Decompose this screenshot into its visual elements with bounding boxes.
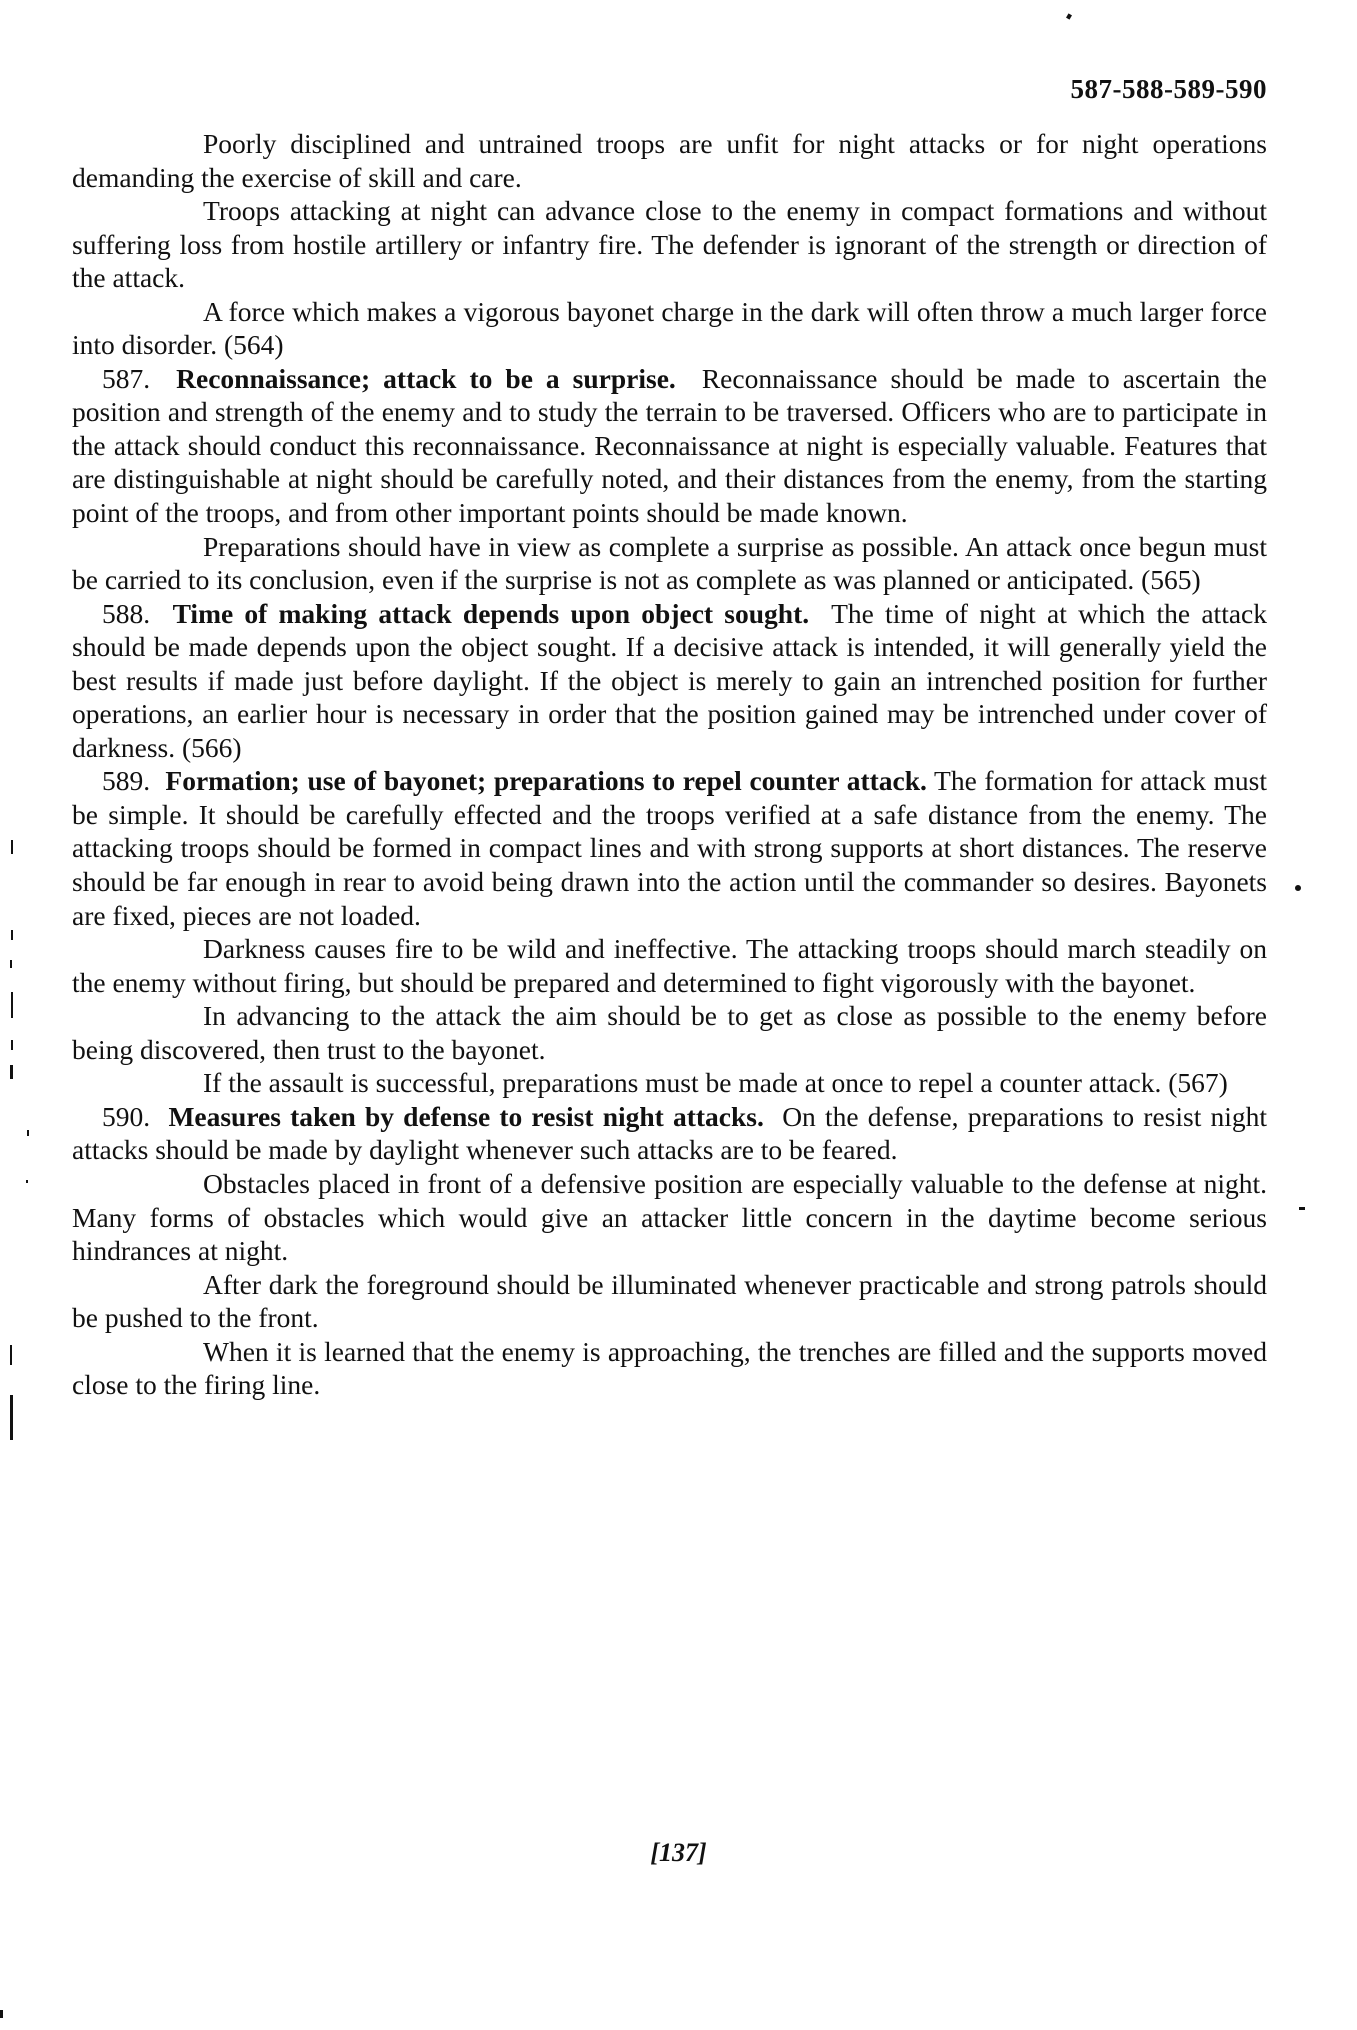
running-header-section-range: 587-588-589-590 bbox=[1070, 74, 1267, 104]
section-heading: Time of making attack depends upon object sought. bbox=[172, 597, 810, 629]
section-587-paragraph-2: Preparations should have in view as complete a surprise as possible. An attack once begun must be carried to its conclusion, even if the surprise is not as complete as was planned or anticipated. (565) bbox=[72, 530, 1267, 596]
scan-speck bbox=[0, 2010, 3, 2018]
scan-speck bbox=[11, 840, 13, 854]
scan-speck bbox=[26, 1180, 28, 1183]
paragraph-troops-attacking-at-night: Troops attacking at night can advance close to the enemy in compact formations and without suffering loss from hostile artillery or infantry fire. The defender is ignorant of the strength or direction of the attack. bbox=[72, 195, 1267, 294]
section-text: Reconnaissance should be made to ascertain the position and strength of the enemy and to study the terrain to be traversed. Officers who are to participate in the attack should conduct this reconnaissance. Reconnaissance at night is especially valuable. Features that are distinguishable at night should be carefully noted, and their distances from the enemy, from the starting point of the troops, and from other important points should be made known. bbox=[72, 362, 1268, 529]
scan-speck bbox=[11, 1040, 13, 1050]
section-589-paragraph-4: If the assault is successful, preparations must be made at once to repel a counter attack. (567) bbox=[203, 1067, 1228, 1099]
section-589 bbox=[72, 764, 1267, 932]
scan-speck bbox=[27, 1130, 29, 1136]
scan-speck bbox=[1066, 13, 1072, 19]
section-text: The time of night at which the attack should be made depends upon the object sought. If a decisive attack is intended, it will generally yield the best results if made just before daylight. If the object is merely to gain an intrenched position for further operations, an earlier hour is necessary in order that the position gained may be intrenched under cover of darkness. (566) bbox=[72, 597, 1267, 763]
scan-speck bbox=[10, 1395, 13, 1440]
section-590-paragraph-4: When it is learned that the enemy is approaching, the trenches are filled and the supports moved close to the firing line. bbox=[72, 1335, 1267, 1401]
scan-speck bbox=[10, 960, 12, 968]
section-588 bbox=[72, 597, 1267, 765]
scan-speck bbox=[11, 930, 13, 940]
scan-speck bbox=[11, 992, 13, 1018]
section-590-paragraph-3: After dark the foreground should be illuminated whenever practicable and strong patrols should be pushed to the front. bbox=[72, 1268, 1267, 1334]
section-number: 590. bbox=[102, 1100, 151, 1132]
section-heading: Reconnaissance; attack to be a surprise. bbox=[176, 362, 676, 394]
paragraph-untrained-troops: Poorly disciplined and untrained troops are unfit for night attacks or for night operations demanding the exercise of skill and care. bbox=[72, 128, 1267, 193]
scan-speck bbox=[10, 1345, 12, 1365]
page-body bbox=[72, 127, 1267, 1402]
section-590 bbox=[72, 1100, 1267, 1167]
section-text: On the defense, preparations to resist night attacks should be made by daylight whenever such attacks are to be feared. bbox=[72, 1100, 1268, 1166]
scan-speck bbox=[10, 1065, 13, 1079]
paragraph-bayonet-charge: A force which makes a vigorous bayonet charge in the dark will often throw a much larger force into disorder. (564) bbox=[72, 295, 1267, 361]
section-heading: Formation; use of bayonet; preparations to repel counter attack. bbox=[165, 765, 927, 797]
section-heading: Measures taken by defense to resist night attacks. bbox=[168, 1100, 764, 1132]
section-590-paragraph-2: Obstacles placed in front of a defensive position are especially valuable to the defense at night. Many forms of obstacles which would give an attacker little concern in the daytime become serious hindrances at night. bbox=[72, 1167, 1267, 1267]
section-589-paragraph-2: Darkness causes fire to be wild and ineffective. The attacking troops should march steadily on the enemy without firing, but should be prepared and determined to fight vigorously with the bayonet. bbox=[72, 933, 1267, 998]
section-589-paragraph-3: In advancing to the attack the aim should be to get as close as possible to the enemy before being discovered, then trust to the bayonet. bbox=[72, 1000, 1267, 1065]
scan-speck bbox=[1295, 885, 1301, 891]
section-number: 589. bbox=[102, 765, 151, 797]
section-number: 587. bbox=[102, 362, 151, 394]
section-number: 588. bbox=[102, 597, 151, 629]
section-587 bbox=[72, 362, 1267, 530]
section-text: The formation for attack must be simple. It should be carefully effected and the troops verified at a safe distance from the enemy. The attacking troops should be formed in compact lines and with strong supports at short distances. The reserve should be far enough in rear to avoid being drawn into the action until the commander so desires. Bayonets are fixed, pieces are not loaded. bbox=[72, 765, 1267, 931]
scan-speck bbox=[1299, 1207, 1305, 1210]
page-number: [137] bbox=[650, 1838, 707, 1867]
